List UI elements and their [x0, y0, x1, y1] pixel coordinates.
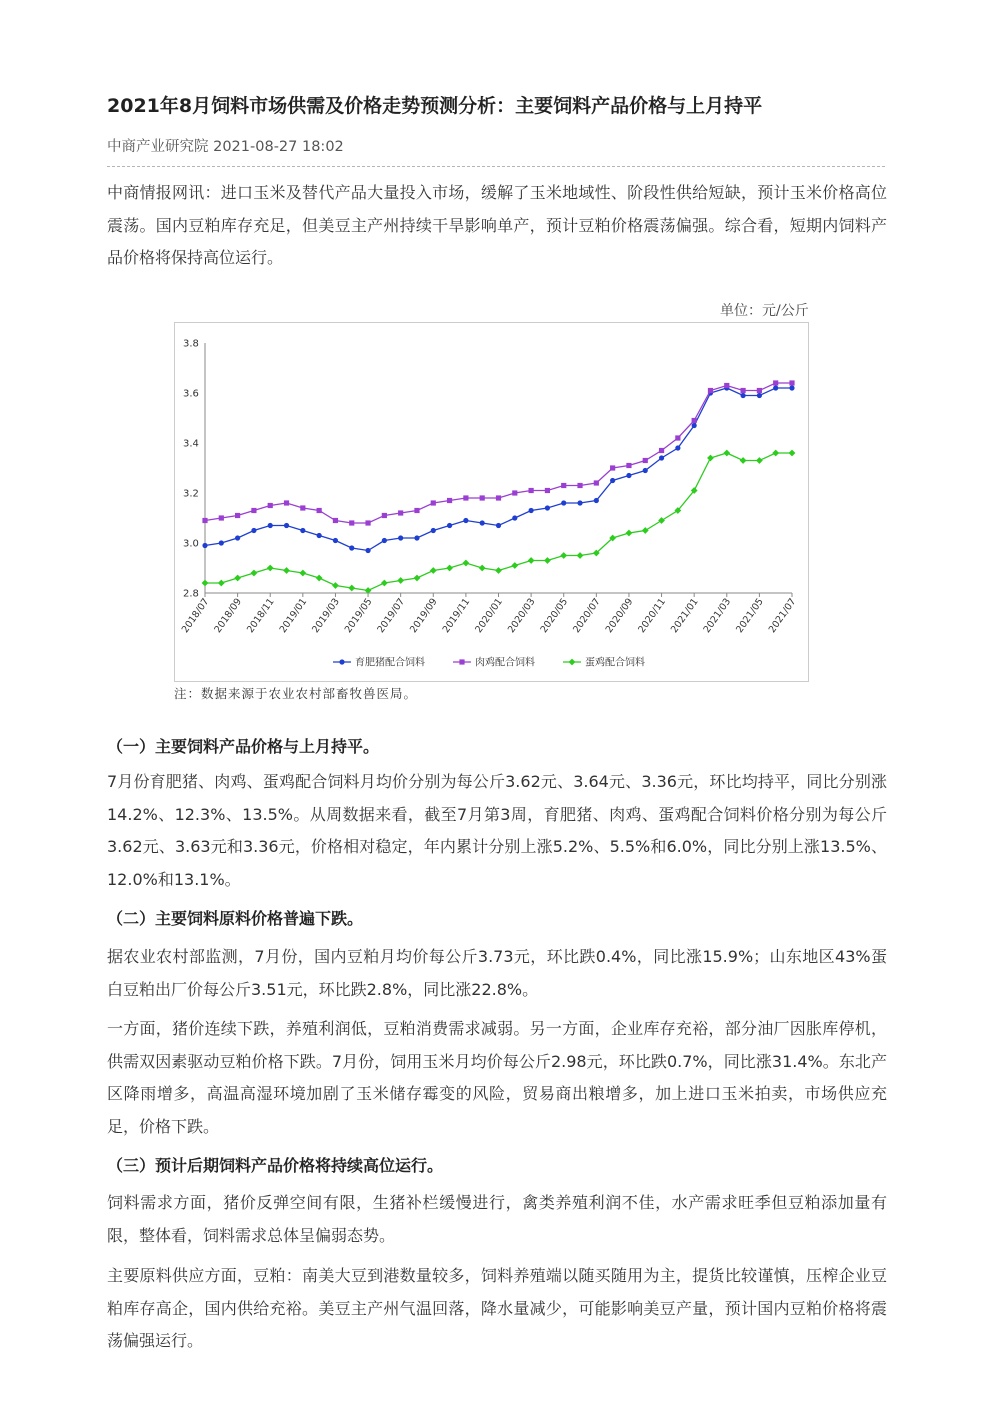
- y-tick-label: 3.6: [183, 388, 199, 400]
- x-tick-label: 2018/09: [212, 596, 245, 636]
- legend-marker: [339, 659, 344, 664]
- data-point: [219, 515, 224, 520]
- data-point: [512, 490, 517, 495]
- chart-source-note: 注：数据来源于农业农村部畜牧兽医局。: [174, 686, 418, 701]
- data-point: [349, 545, 354, 550]
- y-tick-label: 3.0: [183, 538, 199, 550]
- data-point: [529, 508, 534, 513]
- title-divider: [107, 166, 885, 167]
- data-point: [479, 565, 486, 572]
- legend-item-2: [453, 656, 535, 669]
- x-tick-label: 2021/07: [766, 596, 799, 636]
- data-point: [561, 483, 566, 488]
- data-point: [561, 500, 566, 505]
- legend-marker: [569, 659, 576, 666]
- x-tick-label: 2019/11: [440, 596, 473, 636]
- x-tick-label: 2019/05: [342, 596, 375, 636]
- x-tick-label: 2020/09: [603, 596, 636, 636]
- data-point: [480, 495, 485, 500]
- series-1: [202, 385, 794, 553]
- data-point: [757, 388, 762, 393]
- section-1-heading: （一）主要饲料产品价格与上月持平。: [107, 737, 380, 756]
- data-point: [545, 505, 550, 510]
- x-tick-label: 2021/05: [734, 596, 766, 636]
- data-point: [773, 380, 778, 385]
- y-tick-label: 2.8: [183, 588, 199, 600]
- data-point: [202, 580, 209, 587]
- section-2-paragraph-2: 一方面，猪价连续下跌，养殖利润低，豆粕消费需求减弱。另一方面，企业库存充裕，部分油厂因胀库停机，供需双因素驱动豆粕价格下跌。7月份，饲用玉米月均价每公斤2.98元，环比跌0.7%，同比涨31.4%。东北产区降雨增多，高温高湿环境加剧了玉米储存霉变的风险，贸易商出粮增多，加上进口玉米拍卖，市场供应充足，价格下跌。: [107, 1019, 887, 1136]
- series-line: [205, 383, 792, 523]
- data-point: [757, 393, 762, 398]
- data-point: [431, 528, 436, 533]
- data-point: [642, 527, 649, 534]
- data-point: [708, 388, 713, 393]
- chart-canvas: [175, 323, 808, 681]
- data-point: [446, 565, 453, 572]
- x-tick-label: 2021/03: [701, 596, 734, 636]
- data-point: [300, 528, 305, 533]
- data-point: [382, 513, 387, 518]
- legend-label: 蛋鸡配合饲料: [585, 657, 645, 669]
- legend-label: 育肥猪配合饲料: [355, 657, 425, 669]
- data-point: [234, 575, 241, 582]
- data-point: [577, 483, 582, 488]
- data-point: [431, 500, 436, 505]
- data-point: [480, 520, 485, 525]
- data-point: [316, 575, 323, 582]
- data-point: [528, 557, 535, 564]
- x-tick-label: 2020/03: [505, 596, 538, 636]
- data-point: [397, 577, 404, 584]
- article-title: 2021年8月饲料市场供需及价格走势预测分析：主要饲料产品价格与上月持平: [107, 95, 763, 117]
- data-point: [398, 535, 403, 540]
- data-point: [299, 570, 306, 577]
- data-point: [692, 418, 697, 423]
- legend-item-3: [563, 656, 645, 669]
- feed-price-chart: [174, 322, 809, 682]
- data-point: [463, 495, 468, 500]
- data-point: [789, 380, 794, 385]
- data-point: [675, 435, 680, 440]
- x-tick-label: 2020/11: [636, 596, 669, 636]
- data-point: [772, 450, 779, 457]
- x-tick-label: 2019/07: [375, 596, 408, 636]
- data-point: [332, 582, 339, 589]
- intro-paragraph: 中商情报网讯：进口玉米及替代产品大量投入市场，缓解了玉米地域性、阶段性供给短缺，预计玉米价格高位震荡。国内豆粕库存充足，但美豆主产州持续干旱影响单产，预计豆粕价格震荡偏强。综合看，短期内饲料产品价格将保持高位运行。: [107, 183, 887, 267]
- data-point: [283, 567, 290, 574]
- x-tick-label: 2018/07: [179, 596, 212, 636]
- data-point: [381, 580, 388, 587]
- x-tick-label: 2019/01: [277, 596, 310, 636]
- data-point: [594, 480, 599, 485]
- data-point: [447, 523, 452, 528]
- data-point: [692, 423, 697, 428]
- legend-label: 肉鸡配合饲料: [475, 657, 535, 669]
- section-1-paragraph-1: 7月份育肥猪、肉鸡、蛋鸡配合饲料月均价分别为每公斤3.62元、3.64元、3.36元，环比均持平，同比分别涨14.2%、12.3%、13.5%。从周数据来看，截至7月第3周，育肥猪、肉鸡、蛋鸡配合饲料价格分别为每公斤3.62元、3.63元和3.36元，价格相对稳定，年内累计分别上涨5.2%、5.5%和6.0%，同比分别上涨13.5%、12.0%和13.1%。: [107, 772, 887, 889]
- data-point: [610, 478, 615, 483]
- data-point: [430, 567, 437, 574]
- section-3-heading: （三）预计后期饲料产品价格将持续高位运行。: [107, 1156, 444, 1175]
- data-point: [626, 530, 633, 537]
- data-point: [333, 538, 338, 543]
- x-tick-label: 2020/07: [571, 596, 603, 636]
- data-point: [202, 543, 207, 548]
- data-point: [235, 513, 240, 518]
- x-tick-label: 2020/05: [538, 596, 571, 636]
- data-point: [610, 465, 615, 470]
- data-point: [251, 528, 256, 533]
- data-point: [268, 523, 273, 528]
- data-point: [365, 520, 370, 525]
- data-point: [251, 508, 256, 513]
- data-point: [544, 557, 551, 564]
- data-point: [218, 580, 225, 587]
- data-point: [789, 385, 794, 390]
- data-point: [773, 385, 778, 390]
- data-point: [740, 393, 745, 398]
- data-point: [529, 488, 534, 493]
- data-point: [707, 455, 714, 462]
- data-point: [560, 552, 567, 559]
- data-point: [626, 463, 631, 468]
- data-point: [658, 517, 665, 524]
- data-point: [724, 383, 729, 388]
- data-point: [740, 457, 747, 464]
- data-point: [365, 548, 370, 553]
- data-point: [643, 458, 648, 463]
- data-point: [626, 473, 631, 478]
- data-point: [414, 508, 419, 513]
- data-point: [512, 515, 517, 520]
- y-tick-label: 3.4: [183, 438, 199, 450]
- data-point: [398, 510, 403, 515]
- data-point: [643, 468, 648, 473]
- data-point: [594, 498, 599, 503]
- data-point: [577, 500, 582, 505]
- data-point: [447, 498, 452, 503]
- data-point: [756, 457, 763, 464]
- x-tick-label: 2018/11: [245, 596, 277, 636]
- data-point: [495, 567, 502, 574]
- data-point: [659, 455, 664, 460]
- y-tick-label: 3.8: [183, 338, 199, 350]
- section-2-heading: （二）主要饲料原料价格普遍下跌。: [107, 909, 364, 928]
- data-point: [219, 540, 224, 545]
- data-point: [577, 552, 584, 559]
- data-point: [414, 575, 421, 582]
- data-point: [414, 535, 419, 540]
- data-point: [789, 450, 796, 457]
- data-point: [284, 500, 289, 505]
- article-meta: 中商产业研究院 2021-08-27 18:02: [107, 139, 344, 155]
- data-point: [268, 503, 273, 508]
- data-point: [348, 585, 355, 592]
- data-point: [511, 562, 518, 569]
- data-point: [235, 535, 240, 540]
- data-point: [251, 570, 258, 577]
- data-point: [723, 450, 730, 457]
- data-point: [545, 488, 550, 493]
- x-tick-label: 2019/09: [408, 596, 440, 636]
- y-tick-label: 3.2: [183, 488, 199, 500]
- chart-unit-label: 单位：元/公斤: [720, 303, 809, 319]
- data-point: [462, 560, 469, 567]
- series-3: [202, 450, 796, 594]
- section-3-paragraph-1: 饲料需求方面，猪价反弹空间有限，生猪补栏缓慢进行，禽类养殖利润不佳，水产需求旺季但豆粕添加量有限，整体看，饲料需求总体呈偏弱态势。: [107, 1193, 887, 1245]
- data-point: [284, 523, 289, 528]
- legend-marker: [459, 659, 464, 664]
- x-tick-label: 2021/01: [668, 596, 701, 636]
- data-point: [333, 518, 338, 523]
- data-point: [659, 448, 664, 453]
- data-point: [463, 518, 468, 523]
- data-point: [496, 523, 501, 528]
- data-point: [740, 388, 745, 393]
- data-point: [317, 533, 322, 538]
- data-point: [675, 445, 680, 450]
- data-point: [202, 518, 207, 523]
- data-point: [300, 505, 305, 510]
- legend-item-1: [333, 656, 425, 669]
- data-point: [382, 538, 387, 543]
- x-tick-label: 2019/03: [310, 596, 342, 636]
- data-point: [317, 508, 322, 513]
- data-point: [349, 520, 354, 525]
- section-3-paragraph-2: 主要原料供应方面，豆粕：南美大豆到港数量较多，饲料养殖端以随买随用为主，提货比较谨慎，压榨企业豆粕库存高企，国内供给充裕。美豆主产州气温回落，降水量减少，可能影响美豆产量，预计国内豆粕价格将震荡偏强运行。: [107, 1266, 887, 1350]
- data-point: [267, 565, 274, 572]
- x-tick-label: 2020/01: [473, 596, 505, 636]
- section-2-paragraph-1: 据农业农村部监测，7月份，国内豆粕月均价每公斤3.73元，环比跌0.4%，同比涨15.9%；山东地区43%蛋白豆粕出厂价每公斤3.51元，环比跌2.8%，同比涨22.8%。: [107, 947, 887, 999]
- data-point: [496, 495, 501, 500]
